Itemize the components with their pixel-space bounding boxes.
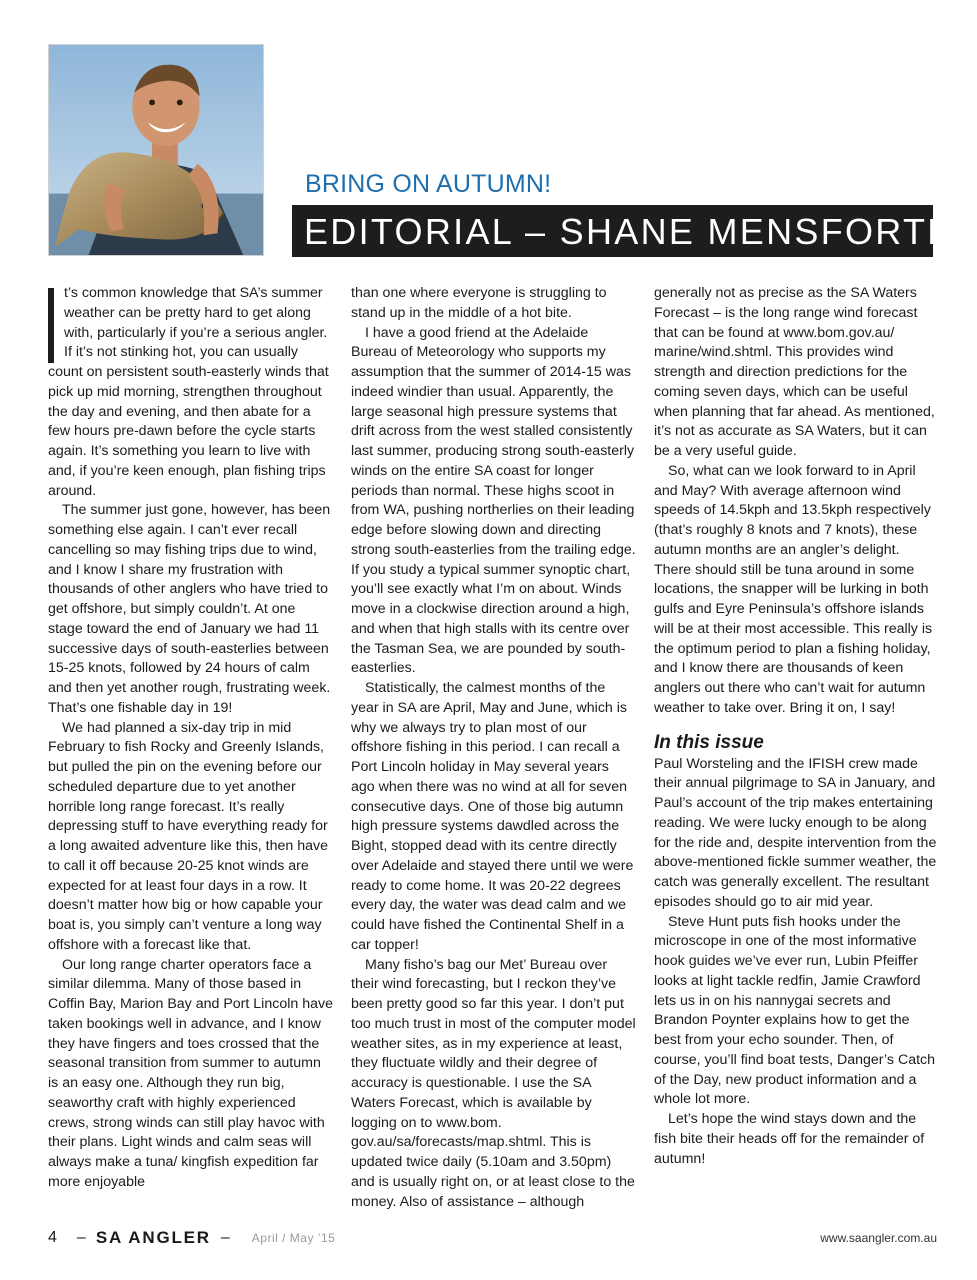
article-column-2 (351, 284, 636, 1214)
article-paragraph: We had planned a six-day trip in mid February to fish Rocky and Greenly Islands, but pulled the pin on the evening before our scheduled departure due to yet another horrible long range forecast. It’s really depressing stuff to have everything ready for a long awaited adventure like this, then have to call it off because 20-25 knot winds are expected for at least four days in a row. It doesn’t matter how big or how capable your boat is, you simply can’t venture a long way offshore with a forecast like that. (48, 719, 328, 953)
in-this-issue-heading: In this issue (654, 731, 764, 753)
author-photo-image (49, 45, 263, 255)
paragraph-text: t’s common knowledge that SA’s summer weather can be pretty hard to get along with, particularly if you’re a serious angler. If it’s not stinking hot, you can usually count on persistent south-easterly winds that pick up mid morning, strengthen throughout the day and evening, and then abate for a few hours pre-dawn before the cycle starts again. It’s something you learn to live with and, if you’re keen enough, plan fishing trips around. (48, 285, 329, 499)
page-number: 4 (48, 1229, 57, 1246)
article-paragraph: Our long range charter operators face a similar dilemma. Many of those based in Coffin Bay, Marion Bay and Port Lincoln have taken bookings well in advance, and I know they have fingers and toes crossed that the seasonal transition from summer to autumn is an easy one. Although they run big, seaworthy craft with highly experienced crews, strong winds can still play havoc with their plans. Light winds and calm seas will always make a tuna/ kingfish expedition far more enjoyable (48, 956, 333, 1190)
author-photo (48, 44, 264, 256)
magazine-name: SA ANGLER (95, 1228, 211, 1247)
article-paragraph: than one where everyone is struggling to stand up in the middle of a hot bite. (351, 285, 607, 321)
article-paragraph (48, 284, 333, 501)
issue-date: April / May ’15 (251, 1231, 336, 1245)
headline: EDITORIAL – SHANE MENSFORTH (304, 211, 956, 252)
article-column-1 (48, 284, 333, 1214)
kicker-title: BRING ON AUTUMN! (305, 170, 552, 198)
article-paragraph: Steve Hunt puts fish hooks under the microscope in one of the most informative hook guides we’ve ever run, Lubin Pfeiffer looks at light tackle redfin, Jamie Crawford lets us in on his nannygai secrets and Brandon Poynter explains how to get the best from your echo sounder. Then, of course, you’ll find boat tests, Danger’s Catch of the Day, new product information and a whole lot more. (654, 913, 936, 1108)
headline-bar (292, 205, 956, 257)
article-column-3 (654, 284, 939, 1214)
article-paragraph: I have a good friend at the Adelaide Bureau of Meteorology who supports my assumption that the summer of 2014-15 was indeed windier than usual. Apparently, the large seasonal high pressure systems that drift across from the west stalled consistently last summer, producing strong south-easterly winds on the entire SA coast for longer periods than normal. These highs scoot in from WA, pushing northerlies on their leading edge before slowing down and directing strong south-easterlies from the trailing edge. If you study a typical summer synoptic chart, you’ll see exactly what I’m on about. Winds move in a clockwise direction around a high, and when that high stalls with its centre over the Tasman Sea, we are pounded by south-easterlies. (351, 324, 636, 677)
page-footer (48, 1226, 937, 1250)
article-paragraph: The summer just gone, however, has been something else again. I can’t ever recall cancelling so may fishing trips due to wind, and I know I share my frustration with thousands of other anglers who have tried to get offshore, but simply couldn’t. At one stage toward the end of January we had 11 successive days of south-easterlies between 15-25 knots, followed by 24 hours of calm and then yet another rough, frustrating week. That’s one fishable day in 19! (48, 502, 331, 716)
footer-dash: – (220, 1229, 230, 1246)
article-paragraph: generally not as precise as the SA Waters Forecast – is the long range wind forecast that can be found at www.bom.gov.au/ marine/wind.shtml. This provides wind strength and direction predictions for the coming seven days, which can be useful when planning that far ahead. As mentioned, it’s not as accurate as SA Waters, but it can be a very useful guide. (654, 285, 935, 459)
website-link[interactable]: www.saangler.com.au (820, 1231, 937, 1245)
article-paragraph: Many fisho’s bag our Met’ Bureau over their wind forecasting, but I reckon they’ve been pretty good so far this year. I don’t put too much trust in most of the computer model weather sites, as in my experience at least, they fluctuate wildly and their degree of accuracy is questionable. I use the SA Waters Forecast, which is available by logging on to www.bom. gov.au/sa/forecasts/map.shtml. This is updated twice daily (5.10am and 3.50pm) and is usually right on, or at least close to the money. Also of assistance – although (351, 956, 636, 1210)
footer-dash: – (76, 1229, 86, 1246)
drop-cap (48, 288, 54, 363)
article-paragraph: Paul Worsteling and the IFISH crew made their annual pilgrimage to SA in January, and Paul’s account of the trip makes entertaining reading. We were lucky enough to be along for the ride and, despite intervention from the above-mentioned fickle summer weather, the catch was generally excellent. The resultant episodes should go to air mid year. (654, 755, 937, 910)
article-paragraph: Let’s hope the wind stays down and the fish bite their heads off for the remainder of autumn! (654, 1111, 925, 1167)
article-paragraph: Statistically, the calmest months of the year in SA are April, May and June, which is why we always try to plan most of our offshore fishing in this period. I can recall a Port Lincoln holiday in May several years ago when there was no wind at all for seven consecutive days. One of those big autumn high pressure systems dawdled across the Bight, stopped dead with its centre directly over Adelaide and stayed there until we were ready to come home. It was 20-22 degrees every day, the water was dead calm and we could have fished the Continental Shelf in a car topper! (351, 680, 634, 953)
article-paragraph: So, what can we look forward to in April and May? With average afternoon wind speeds of 14.5kph and 13.5kph respectively (that’s roughly 8 knots and 7 knots), these autumn months are an angler’s delight. There should still be tuna around in some locations, the snapper will be lurking in both gulfs and Eyre Peninsula’s offshore islands will be at their most accessible. This really is the optimum period to plan a fishing holiday, and I know there are thousands of keen anglers out there who can’t wait for autumn weather to take over. Bring it on, I say! (654, 462, 933, 716)
